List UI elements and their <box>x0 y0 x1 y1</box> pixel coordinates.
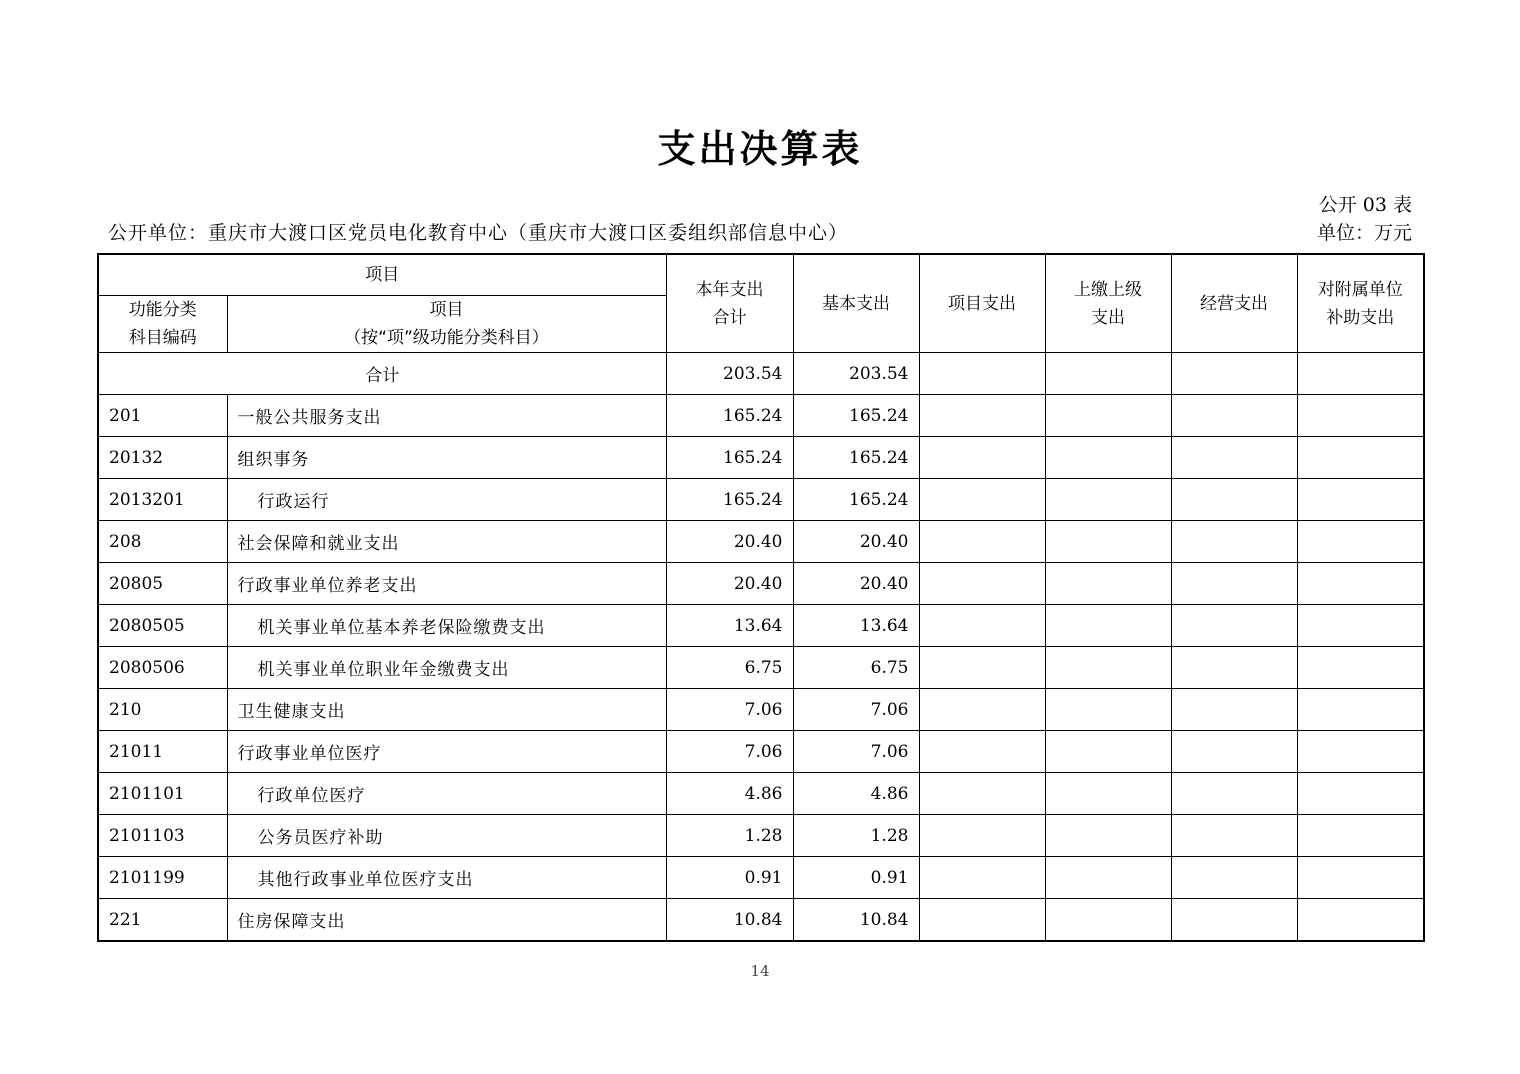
row-name: 行政运行 <box>227 479 666 521</box>
row-operation <box>1171 773 1297 815</box>
page-number: 14 <box>750 962 770 980</box>
row-upper <box>1045 605 1171 647</box>
row-code: 2080505 <box>98 605 227 647</box>
row-name: 组织事务 <box>227 437 666 479</box>
header-total-line1: 本年支出 <box>695 279 764 300</box>
header-subsidy <box>1297 254 1424 353</box>
row-operation <box>1171 563 1297 605</box>
header-upper <box>1045 254 1171 353</box>
page-title: 支出决算表 <box>657 127 863 171</box>
row-code: 2101101 <box>98 773 227 815</box>
row-total: 7.06 <box>666 731 793 773</box>
row-basic: 20.40 <box>793 563 919 605</box>
row-code: 20132 <box>98 437 227 479</box>
row-project <box>919 689 1045 731</box>
row-project <box>919 605 1045 647</box>
table-row <box>98 605 1424 647</box>
table-row <box>98 689 1424 731</box>
row-operation <box>1171 647 1297 689</box>
row-code: 2101199 <box>98 857 227 899</box>
row-basic: 165.24 <box>793 395 919 437</box>
row-operation <box>1171 815 1297 857</box>
row-code: 2080506 <box>98 647 227 689</box>
table-row <box>98 773 1424 815</box>
row-basic: 165.24 <box>793 437 919 479</box>
row-operation <box>1171 605 1297 647</box>
header-operation: 经营支出 <box>1171 254 1297 353</box>
row-total: 10.84 <box>666 899 793 942</box>
row-name: 公务员医疗补助 <box>227 815 666 857</box>
header-name-line1: 项目 <box>429 300 464 320</box>
row-code: 208 <box>98 521 227 563</box>
table-row <box>98 437 1424 479</box>
header-upper-line1: 上缴上级 <box>1074 279 1142 300</box>
table-row <box>98 899 1424 942</box>
row-total: 1.28 <box>666 815 793 857</box>
header-subsidy-line1: 对附属单位 <box>1317 279 1403 300</box>
row-total: 4.86 <box>666 773 793 815</box>
row-project <box>919 521 1045 563</box>
header-code <box>98 296 227 353</box>
table-row <box>98 647 1424 689</box>
header-upper-line2: 支出 <box>1091 307 1125 328</box>
row-project <box>919 395 1045 437</box>
row-code: 221 <box>98 899 227 942</box>
header-code-line1: 功能分类 <box>128 300 197 320</box>
row-upper <box>1045 815 1171 857</box>
row-upper <box>1045 479 1171 521</box>
row-total: 165.24 <box>666 479 793 521</box>
row-basic: 165.24 <box>793 479 919 521</box>
table-row <box>98 815 1424 857</box>
total-row <box>98 353 1424 395</box>
total-upper <box>1045 353 1171 395</box>
header-subsidy-line2: 补助支出 <box>1326 307 1395 328</box>
row-name: 行政事业单位医疗 <box>227 731 666 773</box>
row-name: 住房保障支出 <box>227 899 666 942</box>
table-row <box>98 857 1424 899</box>
total-project <box>919 353 1045 395</box>
row-operation <box>1171 479 1297 521</box>
row-project <box>919 857 1045 899</box>
header-total-line2: 合计 <box>712 307 747 328</box>
row-subsidy <box>1297 395 1424 437</box>
row-basic: 13.64 <box>793 605 919 647</box>
row-subsidy <box>1297 773 1424 815</box>
total-label: 合计 <box>98 353 666 395</box>
row-code: 20805 <box>98 563 227 605</box>
row-total: 13.64 <box>666 605 793 647</box>
row-code: 21011 <box>98 731 227 773</box>
row-subsidy <box>1297 689 1424 731</box>
row-subsidy <box>1297 605 1424 647</box>
row-total: 6.75 <box>666 647 793 689</box>
row-basic: 1.28 <box>793 815 919 857</box>
row-upper <box>1045 689 1171 731</box>
row-name: 一般公共服务支出 <box>227 395 666 437</box>
row-code: 201 <box>98 395 227 437</box>
row-name: 其他行政事业单位医疗支出 <box>227 857 666 899</box>
row-name: 机关事业单位基本养老保险缴费支出 <box>227 605 666 647</box>
row-total: 20.40 <box>666 563 793 605</box>
row-project <box>919 773 1045 815</box>
header-name <box>227 296 666 353</box>
row-operation <box>1171 857 1297 899</box>
row-total: 165.24 <box>666 437 793 479</box>
total-subsidy <box>1297 353 1424 395</box>
unit-of-measure: 单位：万元 <box>1316 222 1412 244</box>
row-subsidy <box>1297 437 1424 479</box>
row-operation <box>1171 437 1297 479</box>
row-name: 机关事业单位职业年金缴费支出 <box>227 647 666 689</box>
header-code-line2: 科目编码 <box>128 328 197 348</box>
row-project <box>919 563 1045 605</box>
row-basic: 7.06 <box>793 731 919 773</box>
header-name-line2: （按“项”级功能分类科目） <box>344 328 549 348</box>
total-operation <box>1171 353 1297 395</box>
row-total: 0.91 <box>666 857 793 899</box>
row-code: 210 <box>98 689 227 731</box>
row-total: 165.24 <box>666 395 793 437</box>
row-upper <box>1045 563 1171 605</box>
row-upper <box>1045 437 1171 479</box>
row-project <box>919 815 1045 857</box>
row-upper <box>1045 731 1171 773</box>
table-number: 公开 03 表 <box>1318 194 1412 216</box>
row-name: 社会保障和就业支出 <box>227 521 666 563</box>
table-row <box>98 479 1424 521</box>
row-operation <box>1171 521 1297 563</box>
row-operation <box>1171 395 1297 437</box>
header-item: 项目 <box>98 254 666 296</box>
row-project <box>919 647 1045 689</box>
reporting-unit: 公开单位：重庆市大渡口区党员电化教育中心（重庆市大渡口区委组织部信息中心） <box>108 222 849 244</box>
row-subsidy <box>1297 479 1424 521</box>
row-name: 行政事业单位养老支出 <box>227 563 666 605</box>
row-operation <box>1171 899 1297 942</box>
expenditure-table <box>97 253 1425 942</box>
row-basic: 7.06 <box>793 689 919 731</box>
total-amount: 203.54 <box>666 353 793 395</box>
row-total: 7.06 <box>666 689 793 731</box>
table-row <box>98 563 1424 605</box>
row-operation <box>1171 731 1297 773</box>
total-basic: 203.54 <box>793 353 919 395</box>
row-subsidy <box>1297 563 1424 605</box>
row-upper <box>1045 395 1171 437</box>
table-row <box>98 521 1424 563</box>
row-project <box>919 479 1045 521</box>
row-code: 2013201 <box>98 479 227 521</box>
row-basic: 10.84 <box>793 899 919 942</box>
row-upper <box>1045 773 1171 815</box>
row-operation <box>1171 689 1297 731</box>
row-total: 20.40 <box>666 521 793 563</box>
row-subsidy <box>1297 521 1424 563</box>
row-project <box>919 437 1045 479</box>
header-total <box>666 254 793 353</box>
row-upper <box>1045 647 1171 689</box>
table-row <box>98 731 1424 773</box>
header-project: 项目支出 <box>919 254 1045 353</box>
row-name: 行政单位医疗 <box>227 773 666 815</box>
row-subsidy <box>1297 815 1424 857</box>
row-subsidy <box>1297 857 1424 899</box>
row-basic: 20.40 <box>793 521 919 563</box>
row-code: 2101103 <box>98 815 227 857</box>
row-subsidy <box>1297 899 1424 942</box>
row-basic: 4.86 <box>793 773 919 815</box>
row-subsidy <box>1297 731 1424 773</box>
row-basic: 6.75 <box>793 647 919 689</box>
table-row <box>98 395 1424 437</box>
row-project <box>919 731 1045 773</box>
row-basic: 0.91 <box>793 857 919 899</box>
row-project <box>919 899 1045 942</box>
row-upper <box>1045 899 1171 942</box>
row-upper <box>1045 521 1171 563</box>
header-basic: 基本支出 <box>793 254 919 353</box>
row-subsidy <box>1297 647 1424 689</box>
row-name: 卫生健康支出 <box>227 689 666 731</box>
row-upper <box>1045 857 1171 899</box>
